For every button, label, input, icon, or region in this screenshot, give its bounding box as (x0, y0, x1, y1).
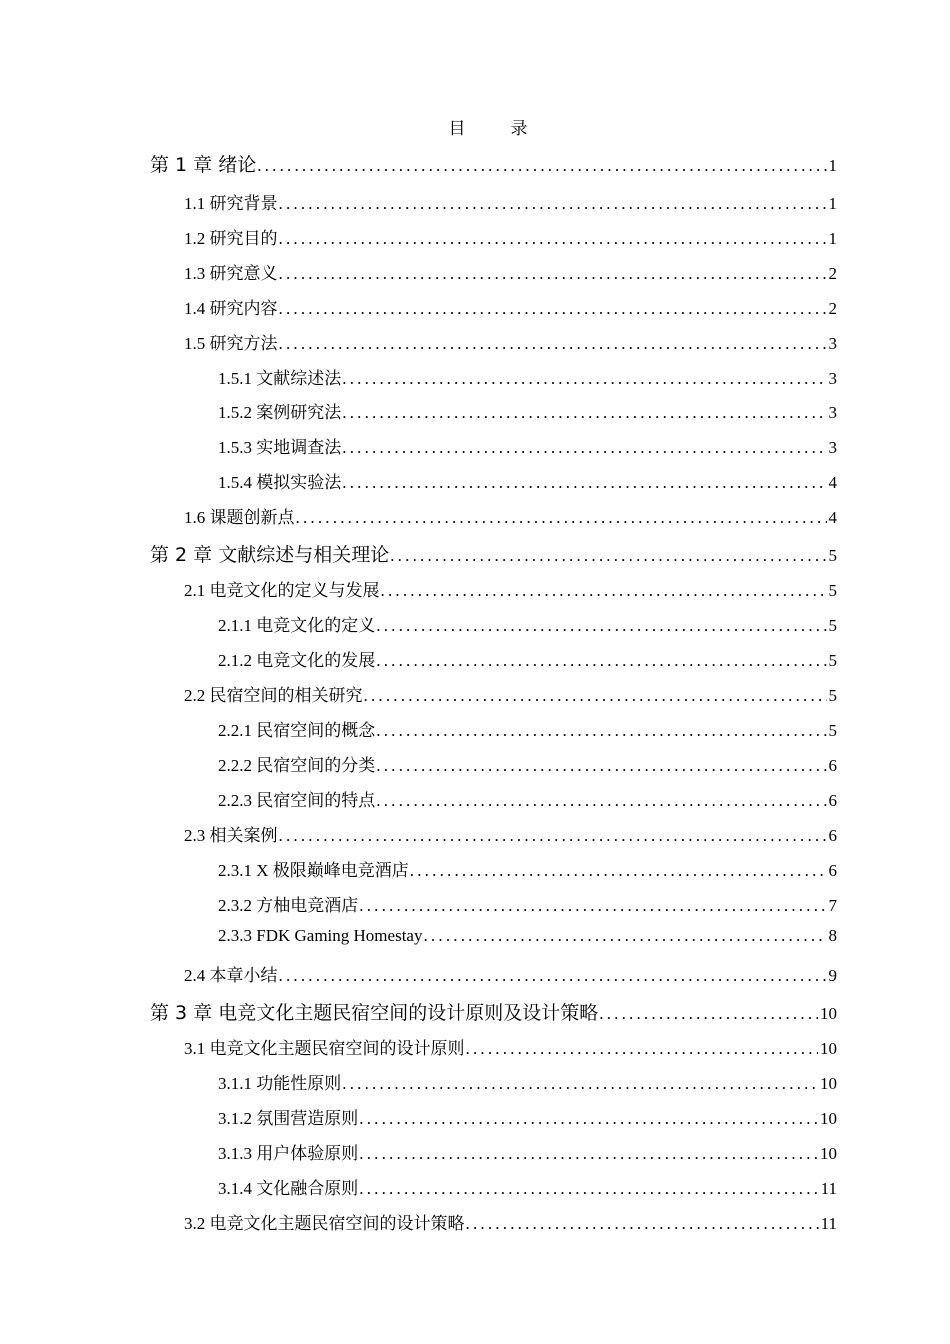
toc-entry-label: 2.2.2 民宿空间的分类 (218, 756, 376, 775)
toc-entry-label: 1.1 研究背景 (184, 194, 278, 213)
toc-leader-dots (279, 194, 827, 214)
toc-entry-page: 10 (820, 1109, 837, 1128)
toc-entry-label: 1.3 研究意义 (184, 264, 278, 283)
toc-entry-label: 1.2 研究目的 (184, 229, 278, 248)
toc-leader-dots (257, 156, 826, 176)
toc-entry-1-6[interactable] (184, 503, 837, 528)
toc-entry-3-2[interactable] (184, 1209, 837, 1234)
toc-leader-dots (342, 473, 826, 493)
toc-leader-dots (599, 1004, 818, 1024)
toc-entry-label: 第 2 章 文献综述与相关理论 (150, 544, 390, 566)
toc-entry-2-2-3[interactable] (218, 786, 837, 811)
toc-entry-page: 5 (828, 581, 837, 600)
toc-entry-2-3-2[interactable] (218, 891, 837, 916)
toc-entry-2-1-1[interactable] (218, 611, 837, 636)
toc-leader-dots (390, 546, 826, 566)
toc-leader-dots (359, 1179, 818, 1199)
toc-entry-1-4[interactable] (184, 294, 837, 319)
toc-entry-label: 1.5 研究方法 (184, 334, 278, 353)
toc-leader-dots (376, 651, 826, 671)
toc-entry-label: 1.5.2 案例研究法 (218, 403, 342, 422)
toc-entry-page: 2 (828, 299, 837, 318)
toc-entry-page: 1 (828, 229, 837, 248)
toc-entry-3-1-1[interactable] (218, 1069, 837, 1094)
toc-entry-2-3-3[interactable] (218, 926, 837, 946)
toc-entry-page: 6 (828, 791, 837, 810)
toc-entry-3-1-4[interactable] (218, 1174, 837, 1199)
toc-entry-page: 5 (828, 721, 837, 740)
toc-entry-page: 1 (828, 194, 837, 213)
toc-entry-1-2[interactable] (184, 224, 837, 249)
toc-leader-dots (296, 508, 827, 528)
toc-entry-2-2[interactable] (184, 681, 837, 706)
toc-entry-label: 2.4 本章小结 (184, 966, 278, 985)
toc-entry-2-2-1[interactable] (218, 716, 837, 741)
toc-entry-label: 1.5.3 实地调查法 (218, 438, 342, 457)
toc-entry-page: 2 (828, 264, 837, 283)
toc-leader-dots (423, 926, 826, 946)
toc-entry-label: 1.6 课题创新点 (184, 508, 295, 527)
toc-entry-page: 11 (820, 1214, 837, 1233)
toc-entry-label: 2.2.3 民宿空间的特点 (218, 791, 376, 810)
toc-entry-3-1-2[interactable] (218, 1104, 837, 1129)
toc-entry-page: 5 (828, 616, 837, 635)
toc-entry-label: 3.1.2 氛围营造原则 (218, 1109, 359, 1128)
toc-entry-2-4[interactable] (184, 961, 837, 986)
toc-leader-dots (279, 826, 827, 846)
toc-entry-label: 3.2 电竞文化主题民宿空间的设计策略 (184, 1214, 465, 1233)
toc-entry-page: 4 (828, 473, 837, 492)
page-title: 目 录 (448, 119, 542, 138)
toc-entry-1-5-1[interactable] (218, 364, 837, 389)
toc-entry-label: 3.1.4 文化融合原则 (218, 1179, 359, 1198)
toc-entry-1-5-2[interactable] (218, 398, 837, 423)
toc-leader-dots (381, 581, 827, 601)
toc-entry-1-5-4[interactable] (218, 468, 837, 493)
toc-entry-page: 11 (820, 1179, 837, 1198)
toc-entry-label: 2.3.1 X 极限巅峰电竞酒店 (218, 861, 409, 880)
toc-entry-3-1[interactable] (184, 1034, 837, 1059)
toc-leader-dots (359, 896, 826, 916)
toc-leader-dots (376, 791, 826, 811)
toc-entry-label: 1.5.1 文献综述法 (218, 369, 342, 388)
toc-entry-label: 1.4 研究内容 (184, 299, 278, 318)
toc-entry-chapter-3[interactable] (150, 998, 837, 1025)
toc-leader-dots (410, 861, 827, 881)
toc-entry-page: 10 (820, 1039, 837, 1058)
toc-entry-2-1-2[interactable] (218, 646, 837, 671)
toc-leader-dots (359, 1144, 818, 1164)
toc-entry-label: 2.1.2 电竞文化的发展 (218, 651, 376, 670)
toc-leader-dots (342, 403, 826, 423)
toc-entry-label: 2.3.2 方柚电竞酒店 (218, 896, 359, 915)
toc-entry-page: 7 (828, 896, 837, 915)
toc-entry-page: 6 (828, 861, 837, 880)
toc-leader-dots (279, 264, 827, 284)
toc-leader-dots (342, 369, 826, 389)
toc-leader-dots (376, 756, 826, 776)
toc-entry-label: 3.1 电竞文化主题民宿空间的设计原则 (184, 1039, 465, 1058)
toc-leader-dots (279, 966, 827, 986)
toc-entry-label: 第 3 章 电竞文化主题民宿空间的设计原则及设计策略 (150, 1002, 599, 1024)
toc-entry-3-1-3[interactable] (218, 1139, 837, 1164)
toc-entry-label: 2.3.3 FDK Gaming Homestay (218, 926, 423, 945)
toc-entry-page: 3 (828, 369, 837, 388)
toc-entry-label: 3.1.3 用户体验原则 (218, 1144, 359, 1163)
toc-entry-label: 2.3 相关案例 (184, 826, 278, 845)
toc-entry-chapter-2[interactable] (150, 540, 837, 567)
toc-entry-2-2-2[interactable] (218, 751, 837, 776)
toc-leader-dots (466, 1039, 819, 1059)
toc-entry-page: 8 (828, 926, 837, 945)
toc-entry-2-3-1[interactable] (218, 856, 837, 881)
toc-leader-dots (364, 686, 827, 706)
toc-entry-2-3[interactable] (184, 821, 837, 846)
toc-entry-page: 3 (828, 334, 837, 353)
toc-entry-page: 9 (828, 966, 837, 985)
toc-entry-page: 6 (828, 826, 837, 845)
toc-entry-chapter-1[interactable] (150, 150, 837, 177)
toc-entry-1-5[interactable] (184, 329, 837, 354)
toc-entry-label: 3.1.1 功能性原则 (218, 1074, 342, 1093)
toc-entry-page: 4 (828, 508, 837, 527)
toc-entry-1-5-3[interactable] (218, 433, 837, 458)
toc-leader-dots (342, 1074, 818, 1094)
toc-leader-dots (466, 1214, 819, 1234)
toc-leader-dots (279, 229, 827, 249)
toc-entry-page: 5 (828, 686, 837, 705)
toc-leader-dots (342, 438, 826, 458)
toc-leader-dots (359, 1109, 818, 1129)
toc-leader-dots (376, 721, 826, 741)
toc-leader-dots (376, 616, 826, 636)
toc-entry-page: 10 (820, 1004, 837, 1023)
toc-entry-page: 1 (828, 156, 837, 175)
toc-entry-label: 2.1 电竞文化的定义与发展 (184, 581, 380, 600)
toc-entry-label: 第 1 章 绪论 (150, 154, 257, 176)
toc-entry-page: 6 (828, 756, 837, 775)
toc-entry-page: 5 (828, 546, 837, 565)
toc-leader-dots (279, 299, 827, 319)
toc-entry-label: 1.5.4 模拟实验法 (218, 473, 342, 492)
toc-entry-label: 2.2.1 民宿空间的概念 (218, 721, 376, 740)
toc-entry-page: 10 (820, 1074, 837, 1093)
toc-entry-page: 10 (820, 1144, 837, 1163)
toc-entry-label: 2.2 民宿空间的相关研究 (184, 686, 363, 705)
toc-entry-label: 2.1.1 电竞文化的定义 (218, 616, 376, 635)
toc-entry-page: 3 (828, 438, 837, 457)
toc-entry-2-1[interactable] (184, 576, 837, 601)
toc-leader-dots (279, 334, 827, 354)
toc-entry-page: 3 (828, 403, 837, 422)
toc-entry-1-1[interactable] (184, 189, 837, 214)
toc-entry-1-3[interactable] (184, 259, 837, 284)
toc-entry-page: 5 (828, 651, 837, 670)
